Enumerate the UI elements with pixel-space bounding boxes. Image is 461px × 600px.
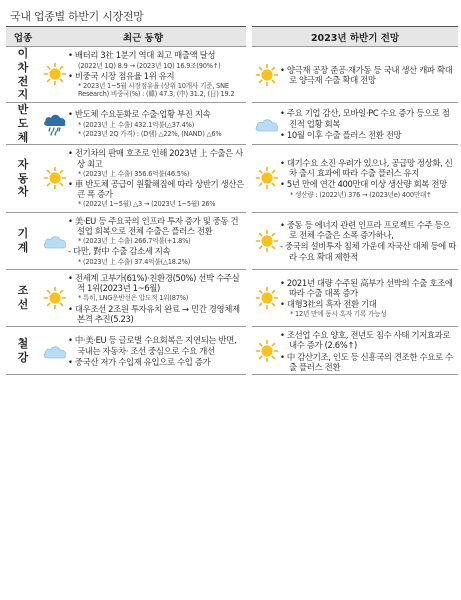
outlook-cell (252, 47, 458, 103)
recent-trend-cell (40, 145, 246, 212)
note-text: * (2022년 1~5월) △3 → (2023년 1~5월) 26% (78, 200, 216, 209)
industry-char: 차 (17, 185, 29, 199)
industry-name (6, 212, 40, 269)
sun-icon (254, 339, 280, 363)
bullet-text: • 대우조선 2조원 투자유치 완료 → 민간 경영체제 본격 추진(5.23) (68, 303, 240, 324)
sun-icon (254, 229, 280, 253)
note-text: * 특히, LNG운반선은 압도적 1위(87%) (78, 294, 189, 303)
rain-cloud-icon (42, 112, 68, 136)
industry-char: 자 (17, 157, 29, 171)
industry-char: 계 (17, 240, 29, 254)
bullet-text: • 2021년 대량 수주된 高부가 선박의 수출 호조에 따라 수출 대폭 증가 (280, 277, 453, 298)
cloud-icon (42, 231, 68, 251)
recent-trend-cell (40, 269, 246, 326)
recent-trend-cell (40, 47, 246, 103)
recent-trend-cell (40, 327, 246, 375)
industry-char: 선 (17, 298, 29, 312)
bullet-text: • 반도체 수요둔화로 수출·업황 부진 지속 (68, 109, 211, 120)
note-text: * (2023년 上 수출) 37.4억불(△18.2%) (78, 257, 191, 266)
bullet-text: • 배터리 3社 1분기 역대 최고 매출액 달성 (68, 50, 216, 61)
bullet-text: • 전기차의 판매 호조로 인해 2023년 上 수출은 사상 최고 (68, 148, 243, 169)
bullet-text: • 조선업 수요 양호, 전년도 침수 사태 기저효과로 내수 증가 (2.6%↑) (280, 330, 451, 351)
recent-trend-cell (40, 103, 246, 145)
page-title: 국내 업종별 하반기 시장전망 (10, 10, 144, 23)
industry-name (6, 327, 40, 375)
bullet-text: • 中·美·EU 등 글로벌 수요회복은 지연되는 반면, 국내는 자동차· 조선 중심으로 수요 개선 (68, 335, 237, 356)
recent-trend-cell (40, 212, 246, 269)
bullet-text: • 車 반도체 공급이 원활해짐에 따라 상반기 생산은 큰 폭 증가 (68, 178, 244, 200)
cloud-icon (42, 341, 68, 361)
bullet-text: • 중국산 저가 수입재 유입으로 수입 증가 (68, 356, 211, 367)
industry-char: 철 (17, 336, 29, 350)
table-row (6, 212, 458, 269)
bullet-text: • 5년 만에 연간 400만대 이상 생산량 회복 전망 (280, 179, 447, 190)
cloud-icon (254, 114, 280, 134)
industry-char: 동 (17, 171, 29, 185)
header-industry: 업종 (6, 27, 40, 47)
bullet-text: - 다만, 對中 수출 감소세 지속 (68, 246, 171, 257)
industry-char: 지 (17, 88, 29, 102)
bullet-text: • 중동 등 에너지 관련 인프라 프로젝트 수주 등으로 전체 수출은 소폭 증가하나, (280, 219, 451, 241)
sun-icon (42, 166, 68, 190)
table-row (6, 103, 458, 145)
industry-name (6, 145, 40, 212)
industry-char: 기 (17, 227, 29, 241)
outlook-cell (252, 327, 458, 375)
note-text: * (2023년 上 수출) 266.7억불(+1.8%) (78, 237, 191, 246)
bullet-text: - 중국의 설비투자 침체 가운데 자국산 대체 등에 따라 수요 확대 제한적 (280, 241, 456, 262)
header-outlook: 2023년 하반기 전망 (252, 27, 458, 47)
bullet-text: • 中 감산기조, 인도 등 신흥국의 견조한 수요로 수출 플러스 전환 (280, 351, 453, 372)
note-text: * 2023년 1~5월 시장점유율 (상위 10개사 기준, SNE Research) 비중국(%) : (韓) 47.3, (中) 31.2, (日) 19.2 (78, 82, 235, 99)
outlook-cell (252, 145, 458, 212)
outlook-cell (252, 269, 458, 326)
bullet-text: • 10월 이후 수출 플러스 전환 전망 (280, 129, 402, 140)
table-row (6, 327, 458, 375)
header-recent: 최근 동향 (40, 27, 246, 47)
industry-char: 조 (17, 284, 29, 298)
sun-icon (254, 286, 280, 310)
industry-name (6, 103, 40, 145)
industry-char: 체 (17, 130, 29, 144)
industry-char: 차 (17, 60, 29, 74)
sun-icon (254, 63, 280, 87)
bullet-text: • 주요 기업 감산, 모바일·PC 수요 증가 등으로 점진적 업황 회복 (280, 108, 450, 129)
industry-char: 반 (17, 103, 29, 116)
note-text: * 12년 만에 동시 흑자 기록 가능성 (290, 310, 387, 319)
industry-char: 도 (17, 116, 29, 130)
table-row (6, 47, 458, 103)
industry-name (6, 47, 40, 103)
sun-icon (42, 286, 68, 310)
industry-char: 전 (17, 74, 29, 88)
industry-char: 강 (17, 350, 29, 364)
note-text: * (2023년 2Q 가격) : (D램) △22%, (NAND) △6% (78, 129, 222, 138)
sun-icon (254, 166, 280, 190)
bullet-text: • 전세계 고부가(61%)·친환경(50%) 선박 수주실적 1위(2023년 1~6월) (68, 272, 240, 294)
note-text: (2022년 1Q) 8.9 → (2023년 1Q) 16.9조(90%↑) (78, 61, 221, 70)
sun-icon (42, 62, 68, 86)
bullet-text: • 비중국 시장 점유율 1위 유지 (68, 70, 175, 81)
industry-char: 이 (17, 47, 29, 60)
outlook-cell (252, 212, 458, 269)
outlook-cell (252, 103, 458, 145)
bullet-text: • 양극재 공장 준공·재가동 등 국내 생산 캐파 확대로 양극재 수출 확대 전망 (280, 64, 453, 85)
note-text: * 생산량 : (2022년) 376 → (2023년e) 400만대↑ (290, 190, 432, 199)
table-header-row (6, 27, 458, 47)
bullet-text: • 대기수요 소진 우려가 있으나, 공급망 정상화, 신차 출시 효과에 따라 수출 플러스 유지 (280, 157, 453, 179)
table-row (6, 269, 458, 326)
industry-name (6, 269, 40, 326)
bullet-text: • 美·EU 등 주요국의 인프라 투자 증가 및 중동 건설업 회복으로 전체 수출은 플러스 전환 (68, 215, 239, 236)
note-text: * (2023년 上 수출) 356.6억불(46.5%) (78, 169, 190, 178)
bullet-text: • 대형3社의 흑자 전환 기대 (280, 299, 377, 310)
table-row (6, 145, 458, 212)
market-outlook-table (6, 26, 458, 375)
note-text: * (2023년 上 수출) 432.1억불(△37.4%) (78, 120, 195, 129)
